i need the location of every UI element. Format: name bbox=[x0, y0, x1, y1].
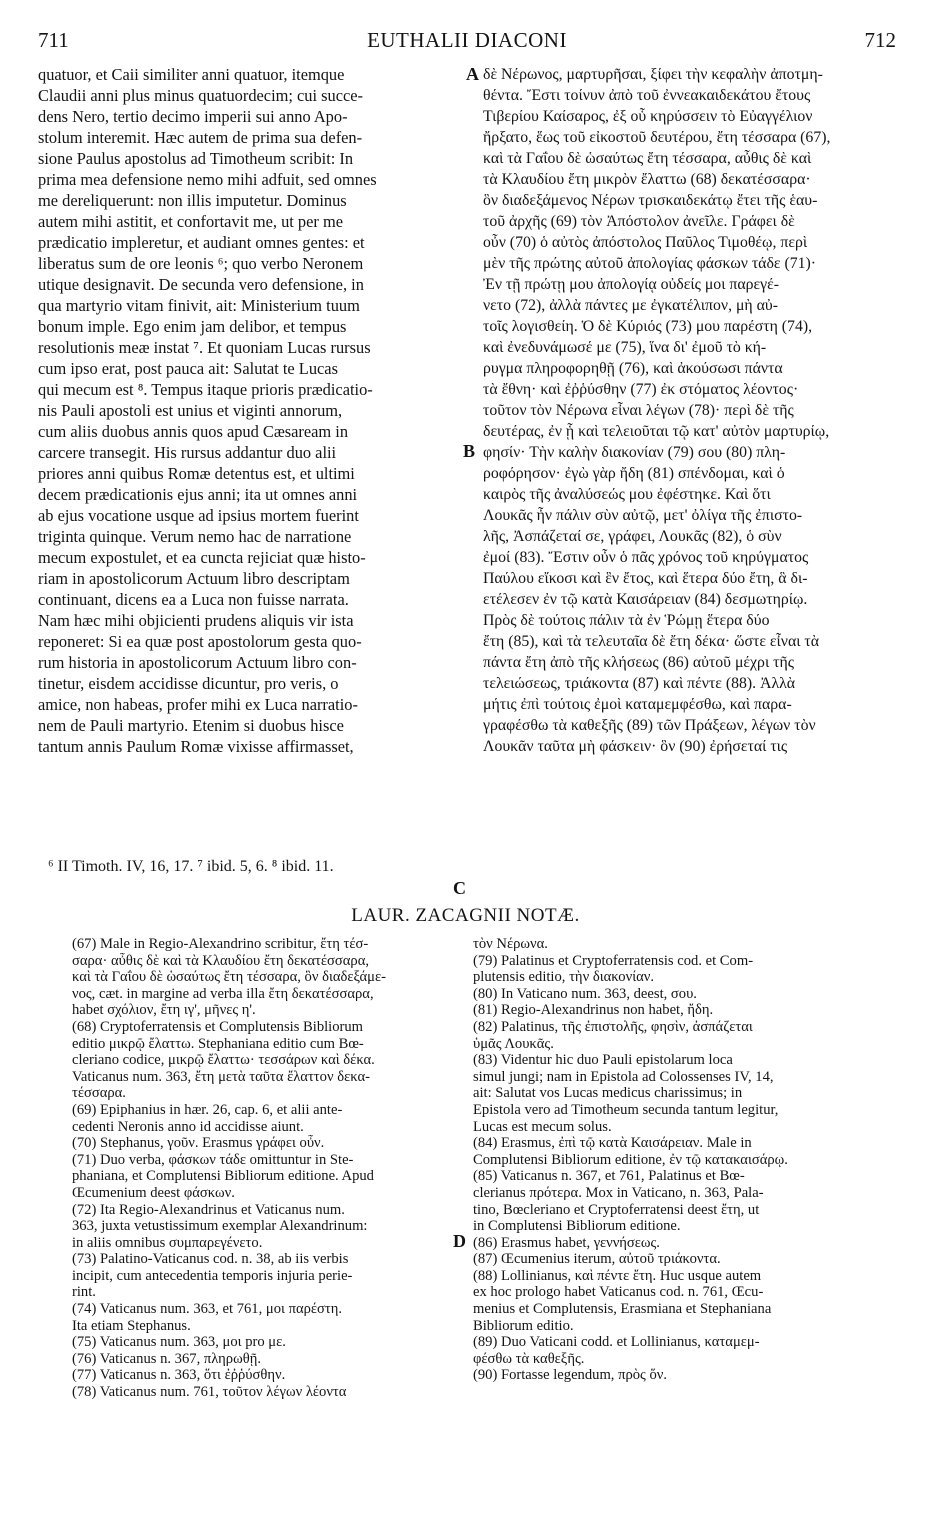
greek-text-line: Πρὸς δὲ τούτοις πάλιν τὰ ἐν Ῥώμῃ ἕτερα δύο bbox=[483, 612, 770, 629]
note-line: (83) Videntur hic duo Pauli epistolarum loca bbox=[473, 1052, 733, 1069]
note-line: (85) Vaticanus n. 367, et 761, Palatinus et Bœ- bbox=[473, 1168, 745, 1185]
notes-left-column bbox=[72, 936, 446, 1401]
latin-text-column bbox=[38, 64, 463, 757]
greek-text-line: δὲ Νέρωνος, μαρτυρῆσαι, ξίφει τὴν κεφαλὴν ἀποτμη- bbox=[483, 66, 823, 83]
latin-text-line: amice, non habeas, profer mihi ex Luca narratio- bbox=[38, 695, 358, 714]
latin-text-line: reponeret: Si ea quæ post apostolorum gesta quo- bbox=[38, 632, 362, 651]
greek-text-line: τελειώσεως, τριάκοντα (87) καὶ πέντε (88). Ἀλλὰ bbox=[483, 675, 796, 692]
latin-text-line: cum aliis duobus annis quos apud Cæsaream in bbox=[38, 422, 349, 441]
latin-text-line: dens Nero, tertio decimo imperii sui anno Apo- bbox=[38, 107, 348, 126]
note-line: plutensis editio, τὴν διακονίαν. bbox=[473, 969, 655, 986]
note-line: phaniana, et Complutensi Bibliorum editione. Apud bbox=[72, 1168, 374, 1185]
note-line: καὶ τὰ Γαΐου δὲ ὡσαύτως ἔτη τέσσαρα, ὃν διαδεξάμε- bbox=[72, 969, 386, 986]
greek-text-line: Λουκᾶν ταῦτα μὴ φάσκειν· ὃν (90) ἐρήσεταί τις bbox=[483, 738, 788, 755]
latin-text-line: nem de Pauli martyrio. Etenim si duobus hisce bbox=[38, 716, 344, 735]
greek-text-line: δευτέρας, ἐν ᾗ καὶ τελειοῦται τῷ κατ' αὐτὸν μαρτυρίῳ, bbox=[483, 423, 830, 440]
latin-text-line: resolutionis meæ instat ⁷. Et quoniam Lucas rursus bbox=[38, 338, 371, 357]
greek-text-line: ροφόρησον· ἐγὼ γὰρ ἤδη (81) σπένδομαι, καὶ ὁ bbox=[483, 465, 785, 482]
latin-text-line: ab ejus vocatione usque ad ipsius mortem fuerint bbox=[38, 506, 359, 525]
greek-text-line: τὰ ἔθνη· καὶ ἐῤῥύσθην (77) ἐκ στόματος λέοντος· bbox=[483, 381, 799, 398]
left-page-number: 711 bbox=[38, 28, 69, 52]
note-line: Ita etiam Stephanus. bbox=[72, 1317, 191, 1334]
note-line: Bibliorum editio. bbox=[473, 1317, 574, 1334]
greek-text-line: ἐμοί (83). Ἔστιν οὖν ὁ πᾶς χρόνος τοῦ κηρύγματος bbox=[483, 549, 809, 566]
greek-text-line: καιρὸς τῆς ἀναλύσεώς μου ἐφέστηκε. Καὶ ὅτι bbox=[483, 486, 771, 503]
latin-text-line: utique designavit. De secunda vero defensione, in bbox=[38, 275, 364, 294]
note-line: menius et Complutensis, Erasmiana et Stephaniana bbox=[473, 1301, 772, 1318]
note-line: tino, Bœcleriano et Cryptoferratensi deest ἔτη, ut bbox=[473, 1201, 760, 1218]
note-line: (73) Palatino-Vaticanus cod. n. 38, ab iis verbis bbox=[72, 1251, 349, 1268]
greek-text-line: μὲν τῆς πρώτης αὐτοῦ ἀπολογίας φάσκων τάδε (71)· bbox=[483, 255, 817, 272]
note-line: (70) Stephanus, γοῦν. Erasmus γράφει οὖν. bbox=[72, 1135, 325, 1152]
note-line: (86) Erasmus habet, γεννήσεως. bbox=[473, 1234, 660, 1251]
latin-text-line: mecum expostulet, et ea cuncta rejiciat quæ histo- bbox=[38, 548, 366, 567]
latin-text-line: riam in apostolicorum Actuum libro descriptam bbox=[38, 569, 350, 588]
note-line: cedenti Neronis anno id accidisse aiunt. bbox=[72, 1118, 304, 1135]
latin-text-line: rum historia in apostolicorum Actuum libro con- bbox=[38, 653, 357, 672]
note-line: rint. bbox=[72, 1284, 96, 1301]
note-line: (71) Duo verba, φάσκων τάδε omittuntur in Ste- bbox=[72, 1151, 354, 1168]
notes-heading: LAUR. ZACAGNII NOTÆ. bbox=[351, 905, 580, 926]
latin-text-line: prima mea defensione nemo mihi adfuit, sed omnes bbox=[38, 170, 377, 189]
note-line: νος, cæt. in margine ad verba illa ἔτη δεκατέσσαρα, bbox=[72, 985, 374, 1002]
latin-text-line: cum ipso erat, post pauca ait: Salutat te Lucas bbox=[38, 359, 338, 378]
note-line: habet σχόλιον, ἔτη ιγ', μῆνες η'. bbox=[72, 1002, 256, 1019]
greek-text-line: ἔτη (85), καὶ τὰ τελευταῖα δὲ ἔτη δέκα· ὥστε εἶναι τὰ bbox=[483, 633, 820, 650]
note-line: 363, juxta vetustissimum exemplar Alexandrinum: bbox=[72, 1218, 368, 1235]
margin-letter-b: B bbox=[463, 441, 476, 461]
latin-text-line: Nam hæc mihi objicienti prudens aliquis vir ista bbox=[38, 611, 354, 630]
note-line: (79) Palatinus et Cryptoferratensis cod. et Com- bbox=[473, 952, 754, 969]
note-line: φέσθω τὰ καθεξῆς. bbox=[473, 1350, 585, 1367]
greek-text-line: γραφέσθω τὰ καθεξῆς (89) τῶν Πράξεων, λέγων τὸν bbox=[483, 717, 816, 734]
latin-text-line: continuant, dicens ea a Luca non fuisse narrata. bbox=[38, 590, 349, 609]
latin-text-line: sione Paulus apostolus ad Timotheum scribit: In bbox=[38, 149, 354, 168]
latin-text-line: triginta quinque. Verum nemo hac de narratione bbox=[38, 527, 352, 546]
margin-letter-d: D bbox=[453, 1231, 466, 1251]
note-line: Lucas est mecum solus. bbox=[473, 1118, 612, 1135]
greek-text-line: φησίν· Τὴν καλὴν διακονίαν (79) σου (80) πλη- bbox=[483, 444, 786, 461]
greek-text-line: τοῖς λογισθείη. Ὁ δὲ Κύριός (73) μου παρέστη (74), bbox=[483, 318, 813, 335]
note-line: (77) Vaticanus n. 363, ὅτι ἐῤῥύσθην. bbox=[72, 1367, 286, 1384]
latin-text-line: stolum interemit. Hæc autem de prima sua defen- bbox=[38, 128, 363, 147]
note-line: σαρα· αὖθις δὲ καὶ τὰ Κλαυδίου ἔτη δεκατέσσαρα, bbox=[72, 952, 369, 969]
notes-right-column bbox=[473, 936, 893, 1384]
note-line: (82) Palatinus, τῆς ἐπιστολῆς, φησὶν, ἀσπάζεται bbox=[473, 1018, 753, 1035]
margin-letter-c: C bbox=[453, 878, 466, 898]
margin-letter-a: A bbox=[466, 64, 479, 84]
note-line: (88) Lollinianus, καὶ πέντε ἔτη. Huc usque autem bbox=[473, 1267, 762, 1284]
latin-text-line: tantum annis Paulum Romæ vixisse affirmasset, bbox=[38, 737, 354, 756]
latin-text-line: prædicatio impleretur, et audiant omnes gentes: et bbox=[38, 233, 365, 252]
greek-text-line: ἤρξατο, ἕως τοῦ εἰκοστοῦ δευτέρου, ἔτη τέσσαρα (67), bbox=[483, 129, 831, 146]
note-line: incipit, cum antecedentia temporis injuria perie- bbox=[72, 1267, 353, 1284]
note-line: Vaticanus num. 363, ἔτη μετὰ ταῦτα ἔλαττον δεκα- bbox=[72, 1068, 370, 1085]
latin-text-line: bonum imple. Ego enim jam delibor, et tempus bbox=[38, 317, 347, 336]
note-line: (89) Duo Vaticani codd. et Lollinianus, καταμεμ- bbox=[473, 1334, 760, 1351]
scripture-footnotes: ⁶ II Timoth. IV, 16, 17. ⁷ ibid. 5, 6. ⁸ ibid. 11. bbox=[48, 858, 334, 875]
latin-text-line: liberatus sum de ore leonis ⁶; quo verbo Neronem bbox=[38, 254, 364, 273]
greek-text-line: Παύλου εἴκοσι καὶ ἓν ἔτος, καὶ ἕτερα δύο ἔτη, ἃ δι- bbox=[483, 570, 808, 587]
right-page-number: 712 bbox=[864, 28, 896, 52]
note-line: in aliis omnibus συμπαρεγένετο. bbox=[72, 1234, 263, 1251]
note-line: Complutensi Bibliorum editione, ἐν τῷ κατακαισάρῳ. bbox=[473, 1151, 788, 1168]
greek-text-line: ρυγμα πληροφορηθῇ (76), καὶ ἀκούσωσι πάντα bbox=[483, 360, 783, 377]
note-line: (80) In Vaticano num. 363, deest, σου. bbox=[473, 985, 697, 1002]
greek-text-line: μήτις ἐπὶ τούτοις ἐμοὶ καταμεμφέσθω, καὶ παρα- bbox=[483, 696, 792, 713]
latin-text-line: qui mecum est ⁸. Tempus itaque prioris prædicatio- bbox=[38, 380, 373, 399]
latin-text-line: priores anni quibus Romæ detentus est, et ultimi bbox=[38, 464, 355, 483]
greek-text-line: καὶ τὰ Γαΐου δὲ ὡσαύτως ἔτη τέσσαρα, αὖθις δὲ καὶ bbox=[483, 150, 812, 167]
greek-text-line: τοῦτον τὸν Νέρωνα εἶναι λέγων (78)· περὶ δὲ τῆς bbox=[483, 402, 794, 419]
greek-text-line: πάντα ἔτη ἀπὸ τῆς κλήσεως (86) αὐτοῦ μέχρι τῆς bbox=[483, 654, 795, 671]
note-line: Epistola vero ad Timotheum secunda tantum legitur, bbox=[473, 1101, 779, 1118]
greek-text-line: τοῦ ἀρχῆς (69) τὸν Ἀπόστολον ἀνεῖλε. Γράφει δὲ bbox=[483, 213, 795, 230]
latin-text-line: Claudii anni plus minus quatuordecim; cui succe- bbox=[38, 86, 364, 105]
greek-text-line: Ἐν τῇ πρώτῃ μου ἀπολογίᾳ οὐδείς μοι παρεγέ- bbox=[483, 276, 780, 293]
latin-text-line: nis Pauli apostoli est unius et viginti annorum, bbox=[38, 401, 343, 420]
note-line: (69) Epiphanius in hær. 26, cap. 6, et alii ante- bbox=[72, 1101, 343, 1118]
latin-text-line: qua martyrio vitam finivit, ait: Ministerium tuum bbox=[38, 296, 360, 315]
note-line: (90) Fortasse legendum, πρὸς ὅν. bbox=[473, 1367, 668, 1384]
greek-text-column bbox=[483, 64, 895, 757]
greek-text-line: καὶ ἐνεδυνάμωσέ με (75), ἵνα δι' ἐμοῦ τὸ κή- bbox=[483, 339, 767, 356]
latin-text-line: quatuor, et Caii similiter anni quatuor, itemque bbox=[38, 65, 345, 84]
note-line: (78) Vaticanus num. 761, τοῦτον λέγων λέοντα bbox=[72, 1384, 347, 1401]
note-line: τέσσαρα. bbox=[72, 1085, 126, 1102]
note-line: clerianus πρότερα. Mox in Vaticano, n. 363, Pala- bbox=[473, 1184, 764, 1201]
note-line: (84) Erasmus, ἐπὶ τῷ κατὰ Καισάρειαν. Male in bbox=[473, 1135, 752, 1152]
note-line: (81) Regio-Alexandrinus non habet, ἤδη. bbox=[473, 1002, 714, 1019]
note-line: (68) Cryptoferratensis et Complutensis Bibliorum bbox=[72, 1018, 364, 1035]
page-header bbox=[38, 28, 896, 58]
latin-text-line: tinetur, eisdem accidisse dicuntur, pro veris, o bbox=[38, 674, 339, 693]
greek-text-line: λῆς, Ἀσπάζεταί σε, γράφει, Λουκᾶς (82), ὁ σὺν bbox=[483, 528, 782, 545]
note-line: (72) Ita Regio-Alexandrinus et Vaticanus num. bbox=[72, 1201, 345, 1218]
greek-text-line: τὰ Κλαυδίου ἔτη μικρὸν ἔλαττω (68) δεκατέσσαρα· bbox=[483, 171, 811, 188]
latin-text-line: autem mihi astitit, et confortavit me, ut per me bbox=[38, 212, 343, 231]
latin-text-line: decem prædicationis ejus anni; ita ut omnes anni bbox=[38, 485, 358, 504]
greek-text-line: νετο (72), ἀλλὰ πάντες με ἐγκατέλιπον, μὴ αὐ- bbox=[483, 297, 779, 314]
greek-text-line: ετέλεσεν ἐν τῷ κατὰ Καισάρειαν (84) δεσμωτηρίῳ. bbox=[483, 591, 808, 608]
note-line: ὑμᾶς Λουκᾶς. bbox=[473, 1035, 554, 1052]
note-line: editio μικρῷ ἔλαττω. Stephaniana editio cum Bœ- bbox=[72, 1035, 364, 1052]
latin-text-line: carcere transegit. His rursus addantur duo alii bbox=[38, 443, 337, 462]
note-line: simul jungi; nam in Epistola ad Colossenses IV, 14, bbox=[473, 1068, 774, 1085]
running-title: EUTHALII DIACONI bbox=[367, 28, 567, 52]
note-line: ex hoc prologo habet Vaticanus cod. n. 761, Œcu- bbox=[473, 1284, 764, 1301]
note-line: (76) Vaticanus n. 367, πληρωθῇ. bbox=[72, 1350, 261, 1367]
greek-text-line: θέντα. Ἔστι τοίνυν ἀπὸ τοῦ ἐννεακαιδεκάτου ἔτους bbox=[483, 87, 811, 104]
note-line: (67) Male in Regio-Alexandrino scribitur, ἔτη τέσ- bbox=[72, 936, 369, 952]
note-line: τὸν Νέρωνα. bbox=[473, 936, 548, 952]
note-line: cleriano codice, μικρῷ ἔλαττω· τεσσάρων καὶ δέκα. bbox=[72, 1052, 375, 1069]
note-line: in Complutensi Bibliorum editione. bbox=[473, 1218, 681, 1235]
note-line: (75) Vaticanus num. 363, μοι pro με. bbox=[72, 1334, 286, 1351]
note-line: Œcumenium deest φάσκων. bbox=[72, 1184, 235, 1201]
note-line: (74) Vaticanus num. 363, et 761, μοι παρέστη. bbox=[72, 1301, 343, 1318]
note-line: ait: Salutat vos Lucas medicus charissimus; in bbox=[473, 1085, 743, 1102]
latin-text-line: me dereliquerunt: non illis imputetur. Dominus bbox=[38, 191, 347, 210]
greek-text-line: οὖν (70) ὁ αὐτὸς ἀπόστολος Παῦλος Τιμοθέῳ, περὶ bbox=[483, 234, 808, 251]
greek-text-line: Λουκᾶς ἦν πάλιν σὺν αὐτῷ, μετ' ὀλίγα τῆς ἐπιστο- bbox=[483, 507, 803, 524]
greek-text-line: Τιβερίου Καίσαρος, ἐξ οὗ κηρύσσειν τὸ Εὐαγγέλιον bbox=[483, 108, 813, 125]
note-line: (87) Œcumenius iterum, αὐτοῦ τριάκοντα. bbox=[473, 1251, 721, 1268]
greek-text-line: ὃν διαδεξάμενος Νέρων τρισκαιδεκάτῳ ἔτει τῆς ἑαυ- bbox=[483, 192, 818, 209]
